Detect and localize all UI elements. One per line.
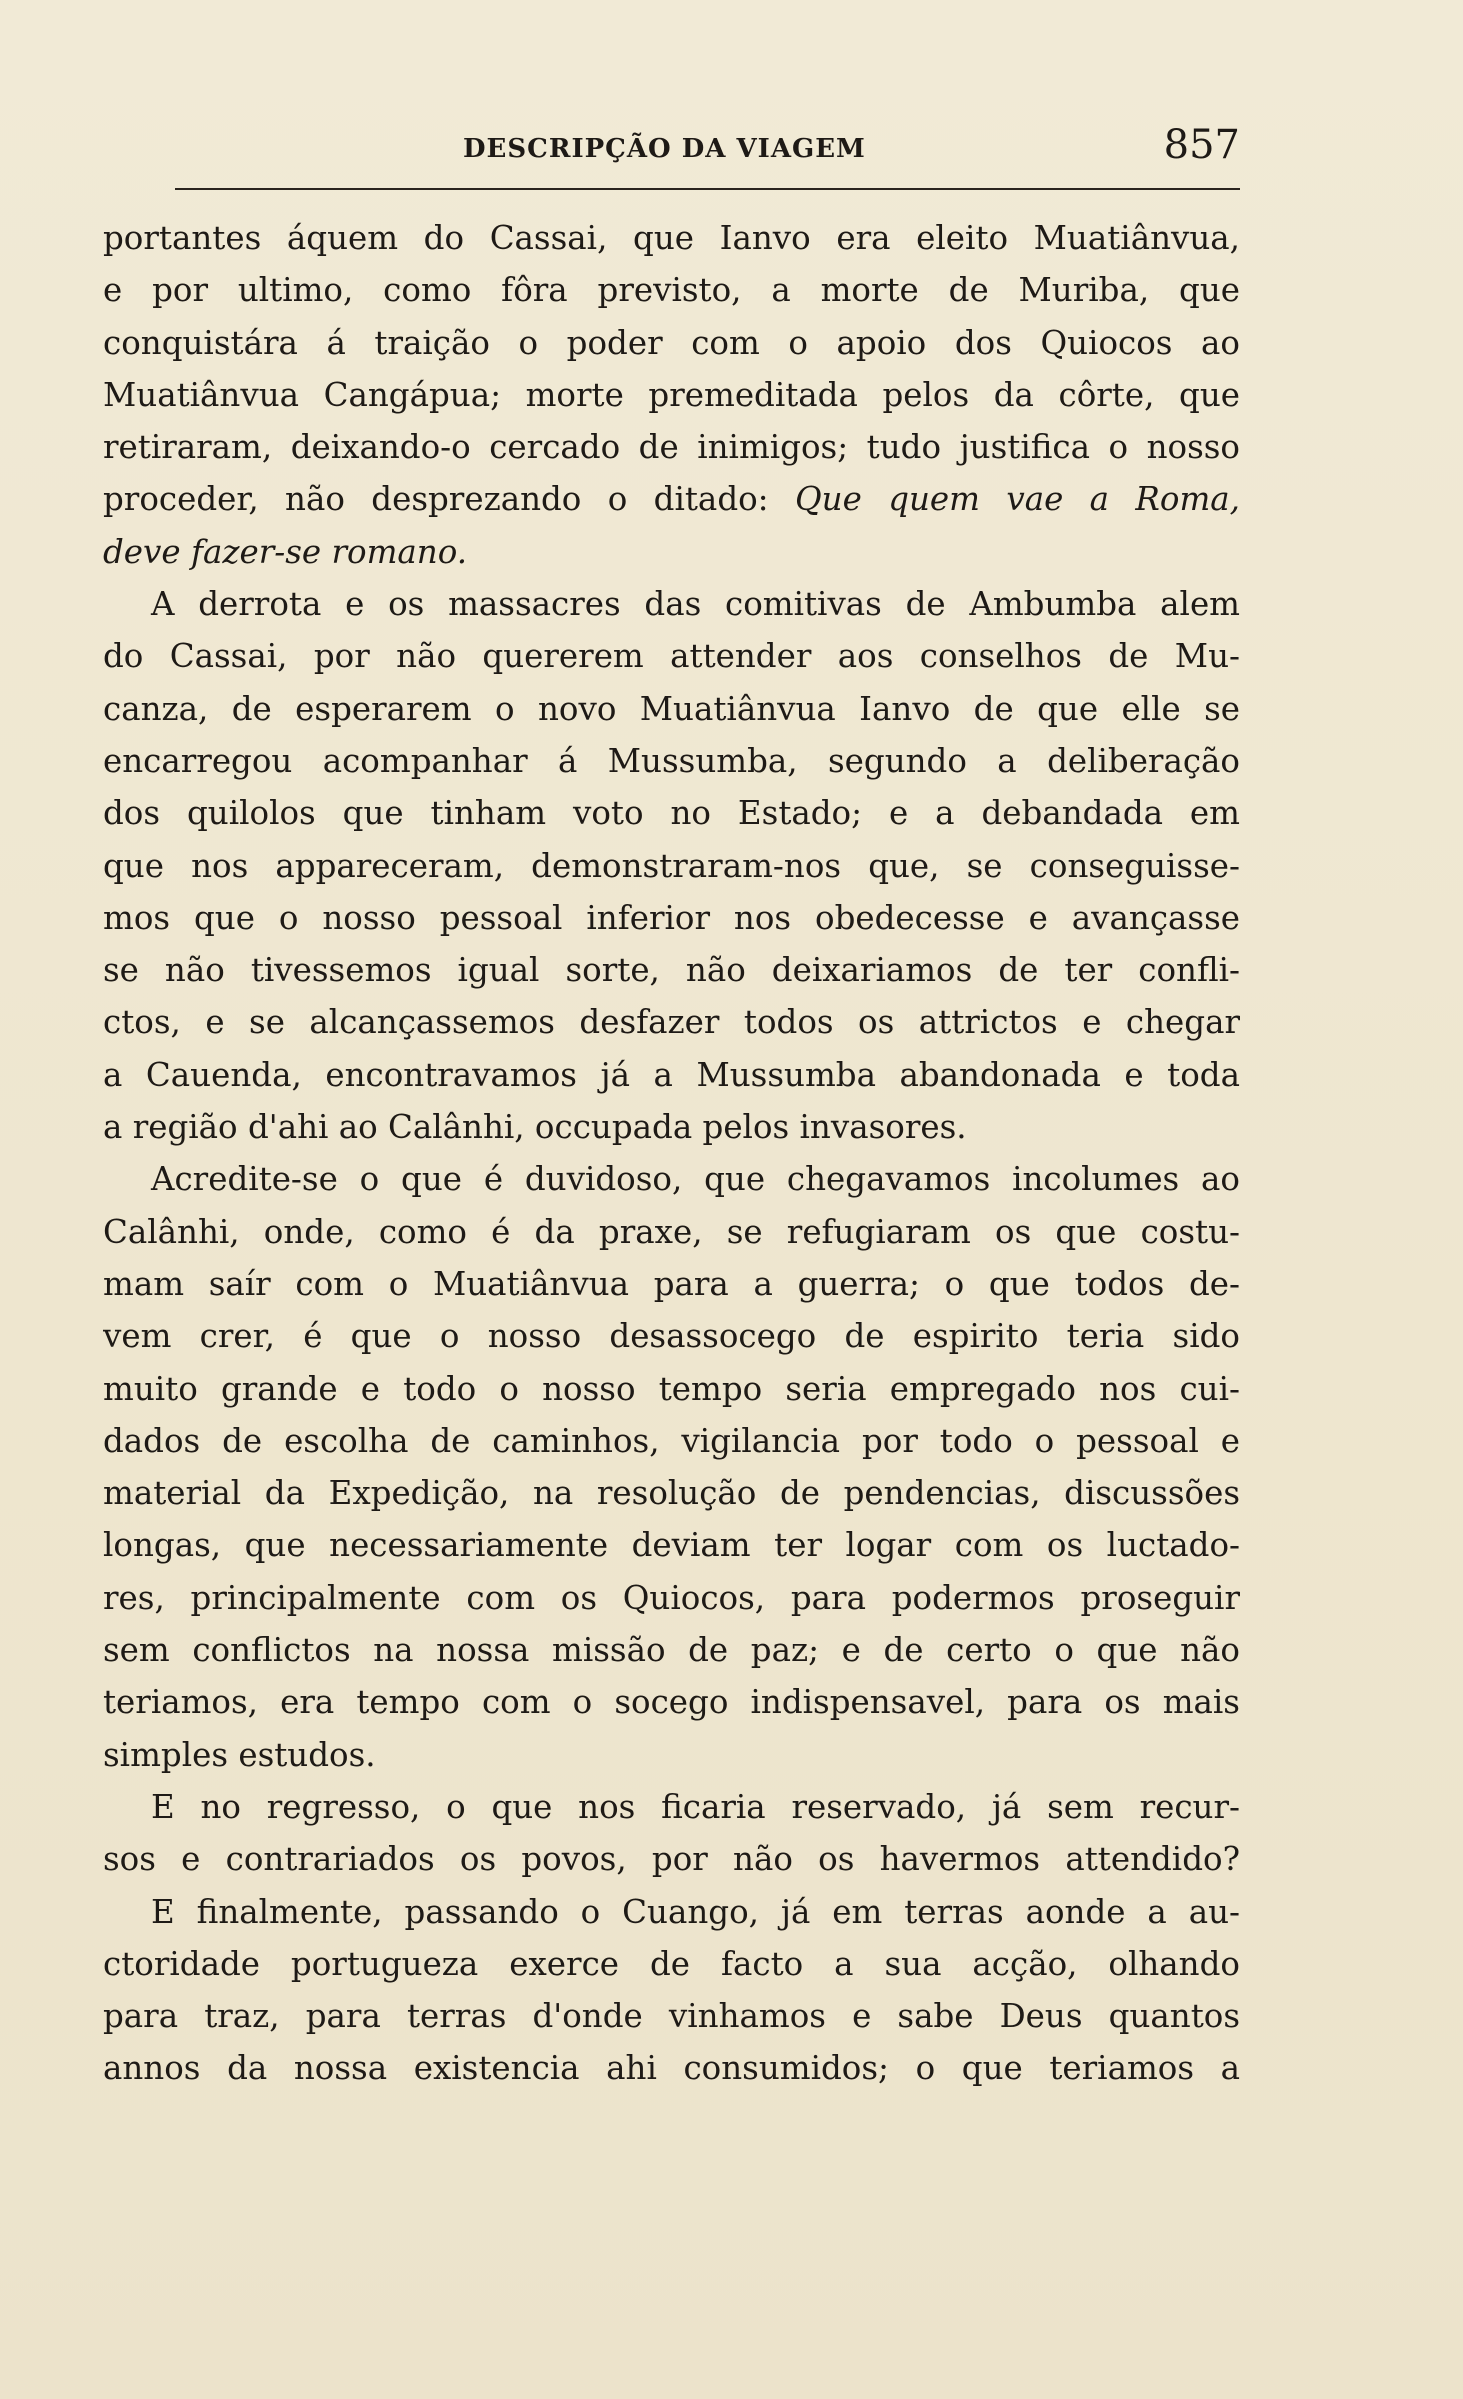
text-line: se não tivessemos igual sorte, não deixariamos de ter confli- (103, 951, 1240, 990)
text-line: retiraram, deixando-o cercado de inimigos; tudo justifica o nosso (103, 428, 1240, 467)
text-line: vem crer, é que o nosso desassocego de espirito teria sido (103, 1317, 1240, 1356)
paragraph-start-line: A derrota e os massacres das comitivas de Ambumba alem (151, 585, 1240, 624)
running-title: DESCRIPÇÃO DA VIAGEM (463, 134, 866, 164)
paragraph-start-line: E finalmente, passando o Cuango, já em terras aonde a au- (151, 1892, 1240, 1931)
paragraph-start-line: E no regresso, o que nos ficaria reservado, já sem recur- (151, 1787, 1240, 1826)
text-line: longas, que necessariamente deviam ter logar com os luctado- (103, 1526, 1240, 1565)
text-line: ctoridade portugueza exerce de facto a sua acção, olhando (103, 1944, 1240, 1983)
text-line: material da Expedição, na resolução de pendencias, discussões (103, 1474, 1240, 1513)
text-line: mam saír com o Muatiânvua para a guerra; o que todos de- (103, 1264, 1240, 1303)
page-header (103, 118, 1240, 178)
text-line: muito grande e todo o nosso tempo seria empregado nos cui- (103, 1369, 1240, 1408)
text-line: teriamos, era tempo com o socego indispensavel, para os mais (103, 1683, 1240, 1722)
text-line: sem conflictos na nossa missão de paz; e de certo o que não (103, 1631, 1240, 1670)
body-text (103, 212, 1240, 2095)
paragraph-end-line: a região d'ahi ao Calânhi, occupada pelos invasores. (103, 1108, 967, 1147)
paragraph-end-line: simples estudos. (103, 1735, 376, 1774)
text-line: mos que o nosso pessoal inferior nos obedecesse e avançasse (103, 898, 1240, 937)
text-line: e por ultimo, como fôra previsto, a morte de Muriba, que (103, 271, 1240, 310)
italic-phrase: Que quem vae a Roma, (795, 480, 1240, 519)
text-line: portantes áquem do Cassai, que Ianvo era eleito Muatiânvua, (103, 219, 1240, 257)
text-line: do Cassai, por não quererem attender aos conselhos de Mu- (103, 637, 1240, 676)
text-line: annos da nossa existencia ahi consumidos; o que teriamos a (103, 2049, 1240, 2088)
text-line: a Cauenda, encontravamos já a Mussumba abandonada e toda (103, 1055, 1240, 1094)
text-line: para traz, para terras d'onde vinhamos e sabe Deus quantos (103, 1997, 1240, 2036)
text-line: Muatiânvua Cangápua; morte premeditada pelos da côrte, que (103, 375, 1240, 414)
header-rule (175, 188, 1240, 190)
text-line: res, principalmente com os Quiocos, para podermos proseguir (103, 1578, 1240, 1617)
text-line: que nos appareceram, demonstraram-nos que, se conseguisse- (103, 846, 1240, 885)
text-line: dos quilolos que tinham voto no Estado; e a debandada em (103, 794, 1240, 833)
text-line: encarregou acompanhar á Mussumba, segundo a deliberação (103, 741, 1240, 780)
text-line-italic (103, 526, 1240, 578)
text-line: dados de escolha de caminhos, vigilancia por todo o pessoal e (103, 1421, 1240, 1460)
text-line: ctos, e se alcançassemos desfazer todos os attrictos e chegar (103, 1003, 1240, 1042)
paragraph-start-line: Acredite-se o que é duvidoso, que chegavamos incolumes ao (151, 1160, 1240, 1199)
text-line: Calânhi, onde, como é da praxe, se refugiaram os que costu- (103, 1212, 1240, 1251)
text-line: canza, de esperarem o novo Muatiânvua Ianvo de que elle se (103, 689, 1240, 728)
italic-phrase: deve fazer-se romano. (103, 532, 468, 571)
page-number: 857 (1163, 122, 1240, 168)
paragraph-end-line: sos e contrariados os povos, por não os havermos attendido? (103, 1840, 1240, 1879)
text-segment: proceder, não desprezando o ditado: (103, 480, 769, 519)
text-line: conquistára á traição o poder com o apoio dos Quiocos ao (103, 323, 1240, 362)
text-line-mixed (103, 473, 1240, 525)
